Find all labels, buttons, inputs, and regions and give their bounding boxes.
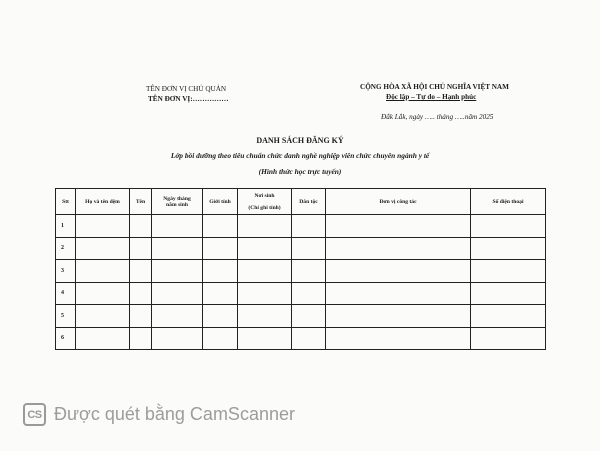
cell-birthplace bbox=[238, 305, 292, 328]
document-subtitle: Lớp bồi dưỡng theo tiêu chuẩn chức danh nghề nghiệp viên chức chuyên ngành y tế bbox=[170, 151, 430, 160]
table-row bbox=[56, 215, 546, 238]
header-birthplace-line1: Nơi sinh bbox=[254, 192, 275, 199]
table-header-row bbox=[56, 189, 546, 215]
cell-birth-date bbox=[152, 282, 203, 305]
cell-birthplace bbox=[238, 282, 292, 305]
document-title: DANH SÁCH ĐĂNG KÝ bbox=[256, 136, 344, 145]
table-row bbox=[56, 260, 546, 283]
row-number: 3 bbox=[56, 260, 76, 283]
row-number: 5 bbox=[56, 305, 76, 328]
cell-phone bbox=[471, 282, 546, 305]
cell-gender bbox=[203, 305, 238, 328]
registration-table bbox=[55, 188, 546, 350]
cell-birthplace bbox=[238, 327, 292, 350]
header-birthplace bbox=[238, 189, 292, 215]
cell-first-name bbox=[130, 282, 152, 305]
header-gender: Giới tính bbox=[203, 189, 238, 215]
table-row bbox=[56, 237, 546, 260]
cell-birth-date bbox=[152, 237, 203, 260]
header-birth-date-line1: Ngày tháng bbox=[163, 195, 191, 202]
cell-gender bbox=[203, 327, 238, 350]
row-number: 6 bbox=[56, 327, 76, 350]
camscanner-logo-icon: CS bbox=[23, 403, 46, 426]
cell-ethnicity bbox=[292, 327, 326, 350]
national-motto: Độc lập – Tự do – Hạnh phúc bbox=[386, 93, 477, 101]
cell-phone bbox=[471, 237, 546, 260]
cell-full-name bbox=[76, 237, 130, 260]
cell-full-name bbox=[76, 260, 130, 283]
camscanner-watermark bbox=[23, 403, 295, 426]
cell-workplace bbox=[326, 260, 471, 283]
header-first-name: Tên bbox=[130, 189, 152, 215]
cell-workplace bbox=[326, 237, 471, 260]
cell-birthplace bbox=[238, 215, 292, 238]
row-number: 4 bbox=[56, 282, 76, 305]
cell-first-name bbox=[130, 237, 152, 260]
cell-birth-date bbox=[152, 215, 203, 238]
cell-birthplace bbox=[238, 260, 292, 283]
training-mode: (Hình thức học trực tuyến) bbox=[258, 167, 342, 176]
header-workplace: Đơn vị công tác bbox=[326, 189, 471, 215]
row-number: 2 bbox=[56, 237, 76, 260]
unit-name-label: TÊN ĐƠN VỊ:…………… bbox=[148, 95, 229, 103]
cell-phone bbox=[471, 305, 546, 328]
cell-ethnicity bbox=[292, 282, 326, 305]
cell-gender bbox=[203, 260, 238, 283]
cell-first-name bbox=[130, 327, 152, 350]
camscanner-text: Được quét bằng CamScanner bbox=[54, 404, 295, 424]
cell-gender bbox=[203, 282, 238, 305]
cell-first-name bbox=[130, 260, 152, 283]
header-phone: Số điện thoại bbox=[471, 189, 546, 215]
cell-birthplace bbox=[238, 237, 292, 260]
cell-full-name bbox=[76, 282, 130, 305]
cell-full-name bbox=[76, 215, 130, 238]
header-birthplace-line2: (Chỉ ghi tỉnh) bbox=[248, 204, 281, 211]
cell-ethnicity bbox=[292, 305, 326, 328]
header-birth-date-line2: năm sinh bbox=[166, 201, 188, 208]
cell-birth-date bbox=[152, 260, 203, 283]
national-title: CỘNG HÒA XÃ HỘI CHỦ NGHĨA VIỆT NAM bbox=[360, 83, 509, 91]
table-row bbox=[56, 305, 546, 328]
cell-first-name bbox=[130, 305, 152, 328]
cell-phone bbox=[471, 260, 546, 283]
parent-unit-label: TÊN ĐƠN VỊ CHỦ QUẢN bbox=[146, 85, 227, 93]
cell-ethnicity bbox=[292, 260, 326, 283]
cell-workplace bbox=[326, 305, 471, 328]
header-stt: Stt bbox=[56, 189, 76, 215]
cell-phone bbox=[471, 215, 546, 238]
cell-workplace bbox=[326, 327, 471, 350]
cell-full-name bbox=[76, 305, 130, 328]
cell-phone bbox=[471, 327, 546, 350]
cell-first-name bbox=[130, 215, 152, 238]
cell-workplace bbox=[326, 215, 471, 238]
cell-ethnicity bbox=[292, 215, 326, 238]
header-birth-date bbox=[152, 189, 203, 215]
cell-birth-date bbox=[152, 327, 203, 350]
cell-full-name bbox=[76, 327, 130, 350]
cell-gender bbox=[203, 237, 238, 260]
table-row bbox=[56, 327, 546, 350]
date-line: Đắk Lắk, ngày ….. tháng …..năm 2025 bbox=[381, 113, 494, 121]
header-ethnicity: Dân tộc bbox=[292, 189, 326, 215]
cell-gender bbox=[203, 215, 238, 238]
cell-ethnicity bbox=[292, 237, 326, 260]
table-row bbox=[56, 282, 546, 305]
header-full-name: Họ và tên đệm bbox=[76, 189, 130, 215]
cell-workplace bbox=[326, 282, 471, 305]
row-number: 1 bbox=[56, 215, 76, 238]
cell-birth-date bbox=[152, 305, 203, 328]
